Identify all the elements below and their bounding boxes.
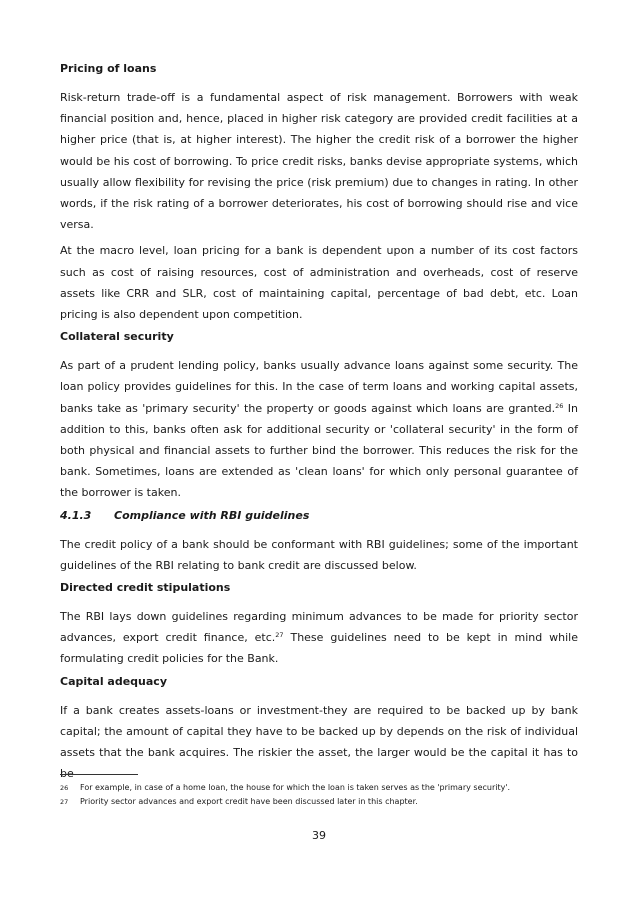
footnote-ref-26[interactable]: 26 — [555, 401, 564, 410]
heading-pricing-of-loans: Pricing of loans — [60, 62, 157, 75]
footnotes — [60, 781, 580, 809]
paragraph-collateral-1-part-b: In addition to this, banks often ask for additional security or 'collateral security' in the form of both physical and financial assets to further bind the borrower. This reduces the risk for the bank. Sometimes, loans are extended as 'clean loans' for which only personal guarantee of the borrower is taken. — [60, 401, 578, 500]
heading-capital-adequacy: Capital adequacy — [60, 674, 167, 688]
footnote-divider — [60, 774, 138, 775]
paragraph-directed-1 — [60, 606, 578, 670]
paragraph-pricing-2: At the macro level, loan pricing for a bank is dependent upon a number of its cost factors such as cost of raising resources, cost of administration and overheads, cost of reserve assets like CRR and SLR, cost of maintaining capital, percentage of bad debt, etc. Loan pricing is also dependent upon competition. — [60, 244, 578, 322]
footnote-number: 26 — [60, 784, 69, 792]
footnote-27 — [60, 795, 580, 809]
paragraph-pricing-1: Risk-return trade-off is a fundamental aspect of risk management. Borrowers with weak financial position and, hence, placed in higher risk category are provided credit facilities at a higher price (that is, at higher interest). The higher the credit risk of a borrower the higher would be his cost of borrowing. To price credit risks, banks devise appropriate systems, which usually allow flexibility for revising the price (risk premium) due to changes in rating. In other words, if the risk rating of a borrower deteriorates, his cost of borrowing should rise and vice versa. — [60, 91, 578, 232]
footnote-text: For example, in case of a home loan, the house for which the loan is taken serves as the 'primary security'. — [80, 783, 511, 792]
footnote-text: Priority sector advances and export credit have been discussed later in this chapter. — [80, 797, 418, 806]
paragraph-collateral-1-part-a: As part of a prudent lending policy, banks usually advance loans against some security. The loan policy provides guidelines for this. In the case of term loans and working capital assets, banks take as 'primary security' the property or goods against which loans are granted. — [60, 359, 578, 415]
paragraph-directed-1-part-b: These guidelines need to be kept in mind while formulating credit policies for the Bank. — [60, 631, 578, 666]
section-number: 4.1.3 — [60, 508, 92, 522]
footnote-26 — [60, 781, 580, 795]
body-text — [60, 62, 578, 784]
footnote-number: 27 — [60, 798, 69, 806]
page-number: 39 — [312, 829, 326, 842]
paragraph-capital-1: If a bank creates assets-loans or investment-they are required to be backed up by bank capital; the amount of capital they have to be backed up by depends on the risk of individual assets that the bank acquires. The riskier the asset, the larger would be the capital it has to be — [60, 703, 578, 781]
heading-rbi-guidelines — [60, 509, 578, 523]
paragraph-collateral-1 — [60, 355, 578, 503]
heading-collateral-security: Collateral security — [60, 330, 174, 344]
section-title: Compliance with RBI guidelines — [114, 508, 310, 522]
footnote-ref-27[interactable]: 27 — [275, 631, 284, 640]
heading-directed-credit: Directed credit stipulations — [60, 581, 231, 595]
paragraph-directed-1-part-a: The RBI lays down guidelines regarding minimum advances to be made for priority sector advances, export credit finance, etc. — [60, 610, 578, 645]
paragraph-rbi-1: The credit policy of a bank should be conformant with RBI guidelines; some of the important guidelines of the RBI relating to bank credit are discussed below. — [60, 537, 578, 572]
